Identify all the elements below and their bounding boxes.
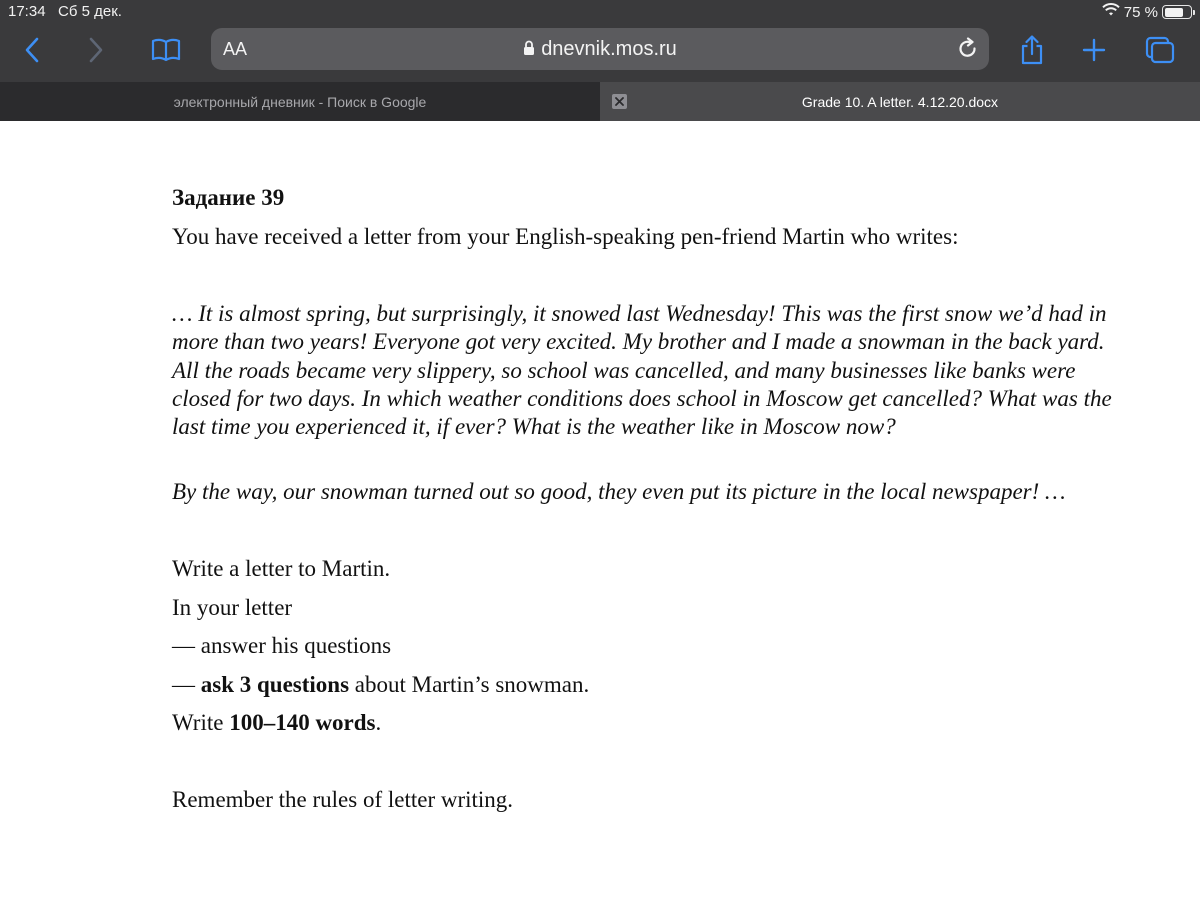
tabs-overview-button[interactable]	[1140, 24, 1180, 76]
words-prefix: Write	[172, 710, 230, 735]
tabs-icon	[1145, 36, 1175, 64]
battery-percent: 75 %	[1123, 3, 1158, 21]
url-display[interactable]	[211, 38, 989, 61]
lock-icon	[523, 40, 535, 56]
task-heading: Задание 39	[172, 185, 285, 210]
letter-excerpt-end: By the way, our snowman turned out so good, they even put its picture in the local newspaper! …	[172, 479, 1066, 504]
plus-icon	[1082, 38, 1106, 62]
url-text: dnevnik.mos.ru	[541, 38, 677, 60]
task-intro: You have received a letter from your English-speaking pen-friend Martin who writes:	[172, 224, 959, 249]
forward-button[interactable]	[78, 24, 114, 76]
bullet-bold: ask 3 questions	[200, 672, 350, 697]
address-bar[interactable]	[211, 28, 989, 70]
status-right	[1102, 3, 1192, 21]
share-button[interactable]	[1014, 24, 1050, 76]
chevron-right-icon	[88, 37, 104, 63]
text-size-label: AA	[223, 39, 248, 59]
back-button[interactable]	[14, 24, 50, 76]
tab-bar	[0, 82, 1200, 121]
bullet-suffix: about Martin’s snowman.	[349, 672, 590, 697]
browser-toolbar	[0, 24, 1200, 82]
status-time: 17:34	[8, 3, 46, 20]
reload-icon	[957, 37, 979, 61]
tab-document[interactable]	[600, 82, 1200, 121]
words-bold: 100–140 words	[229, 710, 376, 735]
close-icon	[615, 97, 624, 106]
task-line: Write a letter to Martin.	[172, 556, 391, 581]
status-date: Сб 5 дек.	[58, 3, 122, 20]
bullet-ask-questions	[172, 672, 589, 698]
bullet-prefix: —	[172, 672, 201, 697]
letter-excerpt: … It is almost spring, but surprisingly, it snowed last Wednesday! This was the first snow we’d had in more than two years! Everyone got very excited. My brother and I made a snowman in the back yard. All the roads became very slippery, so school was cancelled, and many businesses like banks were closed for two days. In which weather conditions does school in Moscow get cancelled? What was the last time you experienced it, if ever? What is the weather like in Moscow now?	[172, 301, 1112, 440]
new-tab-button[interactable]	[1076, 24, 1112, 76]
tab-title: электронный дневник - Поиск в Google	[173, 93, 427, 110]
bullet-answer-questions: — answer his questions	[172, 633, 392, 658]
status-bar	[0, 0, 1200, 24]
word-count-line	[172, 710, 381, 736]
words-suffix: .	[375, 710, 382, 735]
close-tab-button[interactable]	[612, 94, 627, 109]
battery-icon	[1162, 5, 1192, 19]
chevron-left-icon	[24, 37, 40, 63]
reload-button[interactable]	[957, 37, 979, 66]
tab-title: Grade 10. A letter. 4.12.20.docx	[801, 93, 999, 110]
bookmarks-button[interactable]	[146, 24, 186, 76]
share-icon	[1019, 35, 1045, 65]
tab-google-search[interactable]	[0, 82, 600, 121]
in-your-letter: In your letter	[172, 595, 293, 620]
remember-rules: Remember the rules of letter writing.	[172, 787, 514, 812]
wifi-icon	[1102, 3, 1120, 21]
bookmarks-icon	[151, 38, 181, 62]
